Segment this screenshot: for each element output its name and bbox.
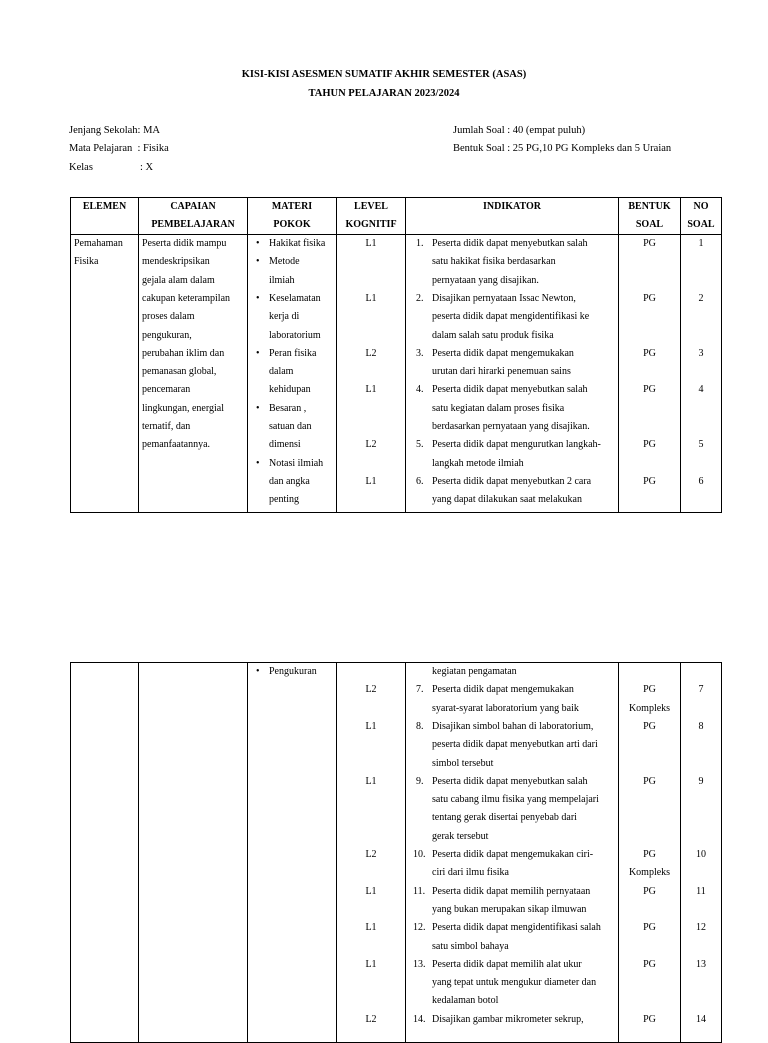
bentuk-soal: PG xyxy=(643,684,656,696)
materi-item: Pengukuran • xyxy=(251,663,334,681)
cell-elemen xyxy=(71,235,139,513)
indikator-text: satu kegiatan dalam proses fisika xyxy=(432,402,565,414)
indikator-number: 1. xyxy=(416,238,424,249)
level-kognitif: L2 xyxy=(365,1013,377,1025)
header-elemen: ELEMEN xyxy=(71,198,139,235)
materi-item: ilmiah xyxy=(269,274,295,286)
indikator-text: Peserta didik dapat memilih alat ukur xyxy=(432,958,582,970)
indikator-continuation: kegiatan pengamatan xyxy=(432,666,517,677)
indikator-text: urutan dari hirarki penemuan sains xyxy=(432,366,571,378)
kisi-kisi-table-page2 xyxy=(70,662,722,1043)
bentuk-soal: PG xyxy=(643,720,656,732)
indikator-text: Disajikan pernyataan Issac Newton, xyxy=(432,292,576,304)
cell-indikator xyxy=(406,235,619,513)
no-soal: 13 xyxy=(696,958,706,970)
materi-item: dalam xyxy=(269,366,294,378)
materi-item: dimensi xyxy=(269,439,301,451)
indikator-text: Peserta didik dapat mengemukakan xyxy=(432,684,574,696)
indikator-text: Peserta didik dapat menyebutkan salah xyxy=(432,384,588,396)
indikator-text: dalam salah satu produk fisika xyxy=(432,329,554,341)
capaian-text: cakupan keterampilan xyxy=(142,292,231,304)
level-kognitif: L1 xyxy=(365,475,377,487)
materi-item: satuan dan xyxy=(269,421,312,432)
indikator-text: yang dapat dilakukan saat melakukan xyxy=(432,494,582,506)
no-soal: 10 xyxy=(696,849,706,860)
indikator-number: 9. xyxy=(416,775,424,787)
table-row xyxy=(71,663,722,1043)
indikator-text: syarat-syarat laboratorium yang baik xyxy=(432,702,579,714)
indikator-number: 10. xyxy=(413,849,426,860)
indikator-text: yang bukan merupakan sikap ilmuwan xyxy=(432,903,587,915)
level-kognitif: L2 xyxy=(365,684,377,696)
level-kognitif: L1 xyxy=(365,292,377,304)
doc-subtitle: TAHUN PELAJARAN 2023/2024 xyxy=(308,88,460,99)
indikator-text: pernyataan yang disajikan. xyxy=(432,274,539,286)
no-soal: 12 xyxy=(696,922,706,934)
no-soal: 5 xyxy=(698,439,704,451)
level-kognitif: L1 xyxy=(365,720,377,732)
no-soal: 8 xyxy=(698,720,704,732)
cell-materi xyxy=(248,663,337,1043)
no-soal: 11 xyxy=(696,885,706,897)
capaian-text: Peserta didik mampu xyxy=(142,238,227,249)
indikator-text: gerak tersebut xyxy=(432,830,489,842)
capaian-text: mendeskripsikan xyxy=(142,256,210,268)
indikator-number: 8. xyxy=(416,720,424,732)
bentuk-soal: PG xyxy=(643,922,656,934)
no-soal: 14 xyxy=(696,1013,706,1025)
meta-kelas-value: : X xyxy=(140,162,154,173)
bentuk-soal: PG xyxy=(643,384,656,396)
indikator-number: 12. xyxy=(413,922,426,934)
header-bentuk: BENTUK SOAL xyxy=(619,198,681,235)
bentuk-soal: Kompleks xyxy=(628,702,671,714)
no-soal: 2 xyxy=(698,292,704,304)
level-kognitif: L1 xyxy=(365,922,377,934)
bullet-icon: • xyxy=(256,402,260,414)
materi-item: Keselamatan • xyxy=(251,290,334,308)
indikator-text: satu simbol bahaya xyxy=(432,940,509,952)
materi-item: Hakikat fisika • xyxy=(251,235,334,253)
cell-no xyxy=(681,235,722,513)
materi-item: laboratorium xyxy=(269,329,321,341)
indikator-number: 6. xyxy=(416,475,424,487)
cell-elemen xyxy=(71,663,139,1043)
bullet-icon: • xyxy=(256,347,260,359)
cell-bentuk xyxy=(619,235,681,513)
indikator-text: Peserta didik dapat mengurutkan langkah- xyxy=(432,439,601,451)
bentuk-soal: PG xyxy=(643,238,656,249)
bullet-icon: • xyxy=(256,666,260,677)
indikator-text: Peserta didik dapat menyebutkan salah xyxy=(432,238,588,249)
materi-item: Metode • xyxy=(251,253,334,271)
capaian-text: perubahan iklim dan xyxy=(142,347,225,359)
materi-item: kerja di xyxy=(269,311,300,323)
no-soal: 1 xyxy=(698,238,704,249)
indikator-text: Peserta didik dapat menyebutkan 2 cara xyxy=(432,475,592,487)
indikator-text: satu hakikat fisika berdasarkan xyxy=(432,256,556,268)
indikator-text: ciri dari ilmu fisika xyxy=(432,867,509,879)
indikator-text: Disajikan simbol bahan di laboratorium, xyxy=(432,720,594,732)
indikator-text: kedalaman botol xyxy=(432,995,499,1007)
materi-item: Besaran , • xyxy=(251,400,334,418)
cell-indikator xyxy=(406,663,619,1043)
materi-item: dan angka xyxy=(269,475,310,487)
materi-item: Notasi ilmiah • xyxy=(251,455,334,473)
capaian-text: pemanasan global, xyxy=(142,366,217,378)
indikator-number: 4. xyxy=(416,384,424,396)
indikator-text: Disajikan gambar mikrometer sekrup, xyxy=(432,1013,584,1025)
meta-mapel: Mata Pelajaran : Fisika xyxy=(69,143,169,154)
level-kognitif: L1 xyxy=(365,238,377,249)
indikator-text: peserta didik dapat mengidentifikasi ke xyxy=(432,311,590,323)
bentuk-soal: PG xyxy=(643,775,656,787)
meta-bentuk-soal: Bentuk Soal : 25 PG,10 PG Kompleks dan 5 Uraian xyxy=(453,143,672,154)
elemen-text: Pemahaman xyxy=(74,238,123,249)
capaian-text: lingkungan, energial xyxy=(142,402,225,414)
header-no: NO SOAL xyxy=(681,198,722,235)
bentuk-soal: Kompleks xyxy=(628,867,671,879)
capaian-text: pemanfaatannya. xyxy=(142,439,211,451)
cell-bentuk xyxy=(619,663,681,1043)
indikator-text: Peserta didik dapat mengidentifikasi salah xyxy=(432,922,601,934)
indikator-text: berdasarkan pernyataan yang disajikan. xyxy=(432,421,590,432)
indikator-text: yang tepat untuk mengukur diameter dan xyxy=(432,977,597,989)
indikator-number: 3. xyxy=(416,347,424,359)
indikator-text: Peserta didik dapat memilih pernyataan xyxy=(432,885,591,897)
cell-materi xyxy=(248,235,337,513)
level-kognitif: L1 xyxy=(365,384,377,396)
header-level: LEVEL KOGNITIF xyxy=(337,198,406,235)
indikator-text: tentang gerak disertai penyebab dari xyxy=(432,812,577,824)
header-indikator: INDIKATOR xyxy=(406,198,619,235)
indikator-text: simbol tersebut xyxy=(432,757,494,769)
bullet-icon: • xyxy=(256,256,260,268)
doc-title: KISI-KISI ASESMEN SUMATIF AKHIR SEMESTER (ASAS) xyxy=(241,69,527,80)
table-row xyxy=(71,235,722,513)
level-kognitif: L2 xyxy=(365,347,377,359)
header-capaian: CAPAIAN PEMBELAJARAN xyxy=(139,198,248,235)
capaian-text: gejala alam dalam xyxy=(142,274,215,286)
bentuk-soal: PG xyxy=(643,885,656,897)
indikator-number: 11. xyxy=(413,885,426,897)
capaian-text: pengukuran, xyxy=(142,329,192,341)
indikator-number: 2. xyxy=(416,292,424,304)
indikator-number: 7. xyxy=(416,684,424,696)
materi-item: Peran fisika • xyxy=(251,345,334,363)
bentuk-soal: PG xyxy=(643,958,656,970)
no-soal: 7 xyxy=(698,684,704,696)
table-header-row xyxy=(71,198,722,235)
indikator-text: Peserta didik dapat mengemukakan xyxy=(432,347,574,359)
cell-no xyxy=(681,663,722,1043)
kisi-kisi-table-page1 xyxy=(70,197,722,513)
indikator-number: 5. xyxy=(416,439,424,451)
bentuk-soal: PG xyxy=(643,439,656,451)
bullet-icon: • xyxy=(256,238,260,249)
meta-kelas-label: Kelas xyxy=(69,162,93,173)
materi-item: kehidupan xyxy=(269,384,311,396)
no-soal: 9 xyxy=(698,775,704,787)
no-soal: 4 xyxy=(698,384,704,396)
indikator-number: 13. xyxy=(413,958,426,970)
capaian-text: pencemaran xyxy=(142,384,191,396)
level-kognitif: L1 xyxy=(365,775,377,787)
level-kognitif: L2 xyxy=(365,849,377,860)
capaian-text: proses dalam xyxy=(142,311,195,323)
level-kognitif: L2 xyxy=(365,439,377,451)
materi-item: penting xyxy=(269,494,299,506)
cell-capaian xyxy=(139,663,248,1043)
no-soal: 6 xyxy=(698,475,704,487)
capaian-text: ternatif, dan xyxy=(142,421,191,432)
indikator-text: peserta didik dapat menyebutkan arti dari xyxy=(432,739,598,751)
bentuk-soal: PG xyxy=(643,1013,656,1025)
indikator-text: Peserta didik dapat mengemukakan ciri- xyxy=(432,849,594,860)
indikator-text: langkah metode ilmiah xyxy=(432,457,524,469)
level-kognitif: L1 xyxy=(365,885,377,897)
elemen-text: Fisika xyxy=(74,256,99,268)
bullet-icon: • xyxy=(256,292,260,304)
indikator-text: satu cabang ilmu fisika yang mempelajari xyxy=(432,794,599,806)
indikator-text: Peserta didik dapat menyebutkan salah xyxy=(432,775,588,787)
header-materi: MATERI POKOK xyxy=(248,198,337,235)
no-soal: 3 xyxy=(698,347,704,359)
bullet-icon: • xyxy=(256,457,260,469)
cell-level xyxy=(337,663,406,1043)
indikator-number: 14. xyxy=(413,1013,426,1025)
bentuk-soal: PG xyxy=(643,347,656,359)
bentuk-soal: PG xyxy=(643,475,656,487)
cell-level xyxy=(337,235,406,513)
bentuk-soal: PG xyxy=(643,849,656,860)
meta-jenjang: Jenjang Sekolah: MA xyxy=(69,125,160,136)
meta-jumlah-soal: Jumlah Soal : 40 (empat puluh) xyxy=(453,125,586,136)
level-kognitif: L1 xyxy=(365,958,377,970)
cell-capaian xyxy=(139,235,248,513)
bentuk-soal: PG xyxy=(643,292,656,304)
